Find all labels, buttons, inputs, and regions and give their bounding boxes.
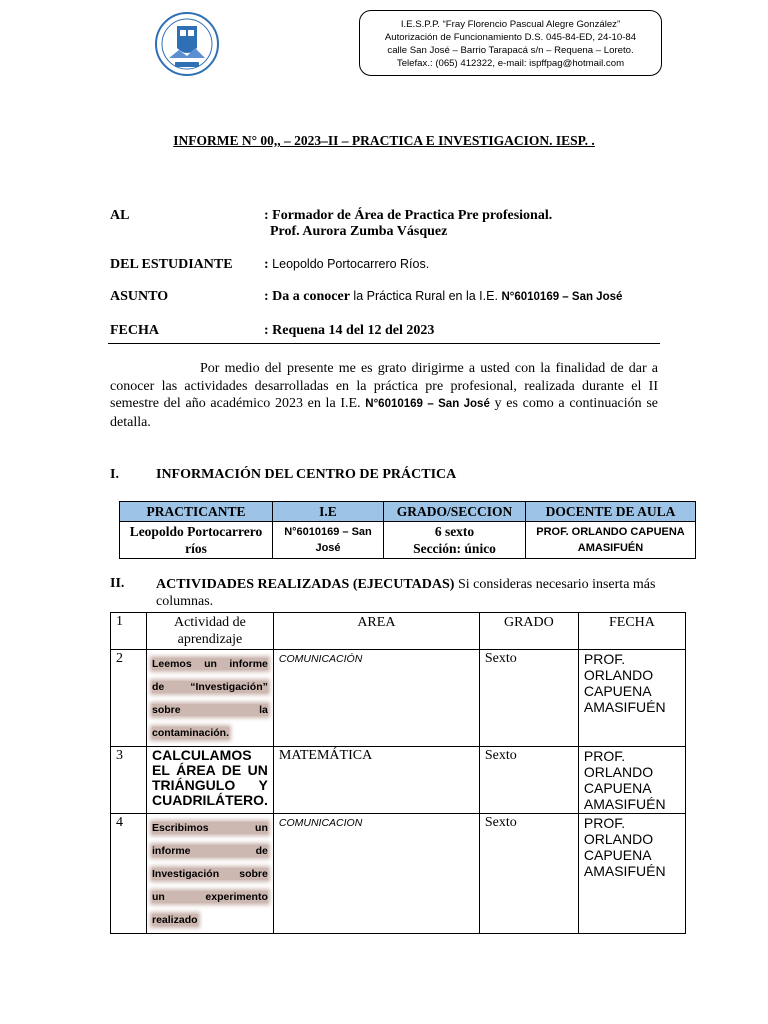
divider <box>108 343 660 344</box>
al-professor: Prof. Aurora Zumba Vásquez <box>270 224 448 239</box>
row-area: MATEMÁTICA <box>273 747 479 814</box>
table-row <box>111 814 686 934</box>
row-grado: Sexto <box>479 650 578 747</box>
student-label: DEL ESTUDIANTE <box>110 257 233 272</box>
institution-contact: Telefax.: (065) 412322, e-mail: ispffpag@hotmail.com <box>396 58 625 69</box>
table-row <box>111 650 686 747</box>
header-practicante: PRACTICANTE <box>120 502 273 522</box>
header-ie: I.E <box>273 502 384 522</box>
al-value: : Formador de Área de Practica Pre profesional. <box>264 208 553 223</box>
cell-ie: N°6010169 – San José <box>273 522 384 559</box>
subject-label: ASUNTO <box>110 289 169 304</box>
table-row <box>120 522 696 559</box>
header-docente: DOCENTE DE AULA <box>526 502 696 522</box>
al-label: AL <box>110 208 130 223</box>
header-grado: GRADO <box>479 613 578 650</box>
row-num: 3 <box>111 747 147 814</box>
institution-name: I.E.S.P.P. “Fray Florencio Pascual Alegre González” <box>400 19 621 30</box>
row-activity: Escribimos un informe de Investigación sobre un experimento realizado <box>147 814 274 934</box>
row-num: 4 <box>111 814 147 934</box>
activities-header-row <box>111 613 686 650</box>
row-docente: PROF. ORLANDO CAPUENA AMASIFUÉN <box>578 650 685 747</box>
student-value: : Leopoldo Portocarrero Ríos. <box>264 257 430 272</box>
header-fecha: FECHA <box>578 613 685 650</box>
cell-docente: PROF. ORLANDO CAPUENA AMASIFUÉN <box>526 522 696 559</box>
section-1-number: I. <box>110 467 119 482</box>
activities-table <box>110 612 686 934</box>
row-grado: Sexto <box>479 747 578 814</box>
header-activity: Actividad de aprendizaje <box>147 613 274 650</box>
intro-paragraph: Por medio del presente me es grato dirigirme a usted con la finalidad de dar a conocer las actividades desarrolladas en la práctica pre profesional, realizada durante el II semestre del año académico 2023 en la I.E. N°6010169 – San José y es como a continuación se detalla. <box>110 361 658 430</box>
date-value: : Requena 14 del 12 del 2023 <box>264 323 435 338</box>
cell-grado: 6 sexto Sección: único <box>384 522 526 559</box>
institution-header-box <box>359 10 662 76</box>
cell-practicante: Leopoldo Portocarrero ríos <box>120 522 273 559</box>
row-docente: PROF. ORLANDO CAPUENA AMASIFUÉN <box>578 747 685 814</box>
row-grado: Sexto <box>479 814 578 934</box>
section-2-heading: ACTIVIDADES REALIZADAS (EJECUTADAS) Si consideras necesario inserta más columnas. <box>156 577 656 609</box>
row-num: 2 <box>111 650 147 747</box>
subject-value: : Da a conocer la Práctica Rural en la I.E. N°6010169 – San José <box>264 289 623 304</box>
institution-address: calle San José – Barrio Tarapacá s/n – Requena – Loreto. <box>387 45 634 56</box>
table-row <box>111 747 686 814</box>
date-label: FECHA <box>110 323 159 338</box>
practice-center-table <box>119 501 696 559</box>
header-num: 1 <box>111 613 147 650</box>
section-2-number: II. <box>110 576 125 591</box>
header-area: AREA <box>273 613 479 650</box>
header-grado: GRADO/SECCION <box>384 502 526 522</box>
section-1-title: INFORMACIÓN DEL CENTRO DE PRÁCTICA <box>156 467 457 482</box>
table-header-row <box>120 502 696 522</box>
row-activity: CALCULAMOS EL ÁREA DE UN TRIÁNGULO Y CUADRILÁTERO. <box>147 747 274 814</box>
institution-logo-icon <box>153 12 221 76</box>
row-docente: PROF. ORLANDO CAPUENA AMASIFUÉN <box>578 814 685 934</box>
row-activity: Leemos un informe de “Investigación” sobre la contaminación. <box>147 650 274 747</box>
institution-authorization: Autorización de Funcionamiento D.S. 045-84-ED, 24-10-84 <box>384 32 637 43</box>
report-title: INFORME N° 00,, – 2023–II – PRACTICA E INVESTIGACION. IESP. . <box>173 133 595 148</box>
row-area: COMUNICACIÓN <box>273 650 479 747</box>
row-area: COMUNICACION <box>273 814 479 934</box>
